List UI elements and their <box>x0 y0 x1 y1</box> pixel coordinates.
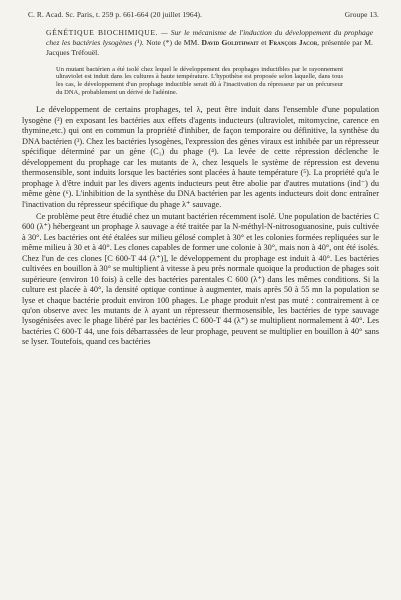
body-text <box>22 105 379 347</box>
author-goldthwait: David Goldthwait <box>201 38 259 48</box>
paragraph-2: Ce problème peut être étudié chez un mutant bactérien récemment isolé. Une population de bactéries C 600 (λ⁺) hébergeant un prophage λ sauvage a été traitée par la N-méthyl-N-nitrosoguanosine, puis cultivée à 30°. Les bactéries ont été étalées sur milieu gélosé complet à 30° et les colonies formées repliquées sur le même milieu à 30 et à 40°. Les clones capables de former une colonie à 30°, mais non à 40°, ont été isolés. Chez l'un de ces clones [C 600-T 44 (λ⁺)], le développement du prophage est induit à 40°. Les bactéries cultivées en bouillon à 30° se multiplient à vitesse à peu près normale quoique la production de phages soit supérieure (environ 10 fois) à celle des bactéries parentales C 600 (λ⁺) dans les mêmes conditions. Si la culture est placée à 40°, la densité optique continue à augmenter, mais après 50 à 55 mn la population se lyse et chaque bactérie produit environ 100 phages. Le phage produit n'est pas muté : contrairement à ce qu'on observe avec les mutants de λ ayant un répresseur thermosensible, les bactéries de type sauvage lysogénisées avec le phage libéré par les bactéries C 600-T 44 (λ⁺) se multiplient normalement à 40°. Les bactéries C 600-T 44, une fois débarrassées de leur prophage, peuvent se multiplier en bouillon à 40° sans se lyser. Toutefois, quand ces bactéries <box>22 211 379 347</box>
note-prefix: Note (*) de MM. <box>146 38 200 48</box>
group-label: Groupe 13. <box>344 10 379 19</box>
abstract: Un mutant bactérien a été isolé chez lequel le développement des prophages inductibles par le rayonnement ultraviolet est induit dans les cultures à haute température. L'hypothèse est proposée selon laquelle, dans tous les cas, le développement d'un prophage inductible serait dû à l'inactivation du répresseur par un précurseur du DNA, probablement un dérivé de l'adénine. <box>56 65 343 96</box>
presenter-line: , présentée par M. Jacques Tréfouël. <box>46 38 373 58</box>
citation-line: C. R. Acad. Sc. Paris, t. 259 p. 661-664 (20 juillet 1964). <box>28 10 203 19</box>
running-header <box>22 10 379 19</box>
subject-domain: GÉNÉTIQUE BIOCHIMIQUE. <box>46 28 159 37</box>
note-title: — Sur le mécanisme de l'induction du développement du prophage chez les bactéries lysogènes (¹). <box>46 28 374 48</box>
author-conjunction: et <box>261 38 267 48</box>
paragraph-1: Le développement de certains prophages, tel λ, peut être induit dans l'ensemble d'une population lysogène (²) en exposant les bactéries aux effets d'agents inducteurs (ultraviolet, mitomycine, carence en thymine,etc.) qui ont en commun la propriété d'inhiber, de façon temporaire ou définitive, la synthèse du DNA bactérien (³). Chez les bactéries lysogènes, l'expression des gènes viraux est inhibée par un répresseur spécifique déterminé par un gène (C₁) du phage (⁴). La levée de cette répression déclenche le développement du prophage car les mutants de λ, chez lesquels le système de répression est devenu thermosensible, sont induits lorsque les bactéries sont placées à haute température (⁵). La propriété qu'a le prophage λ d'être induit par les divers agents inducteurs peut être abolie par d'autres mutations (ind⁻) du même gène (⁶). L'inhibition de la synthèse du DNA bactérien par les agents inducteurs doit donc entraîner l'inactivation du répresseur spécifique du phage λ⁺ sauvage. <box>22 105 379 209</box>
author-jacob: François Jacob <box>268 38 318 48</box>
note-title-block <box>46 28 373 59</box>
